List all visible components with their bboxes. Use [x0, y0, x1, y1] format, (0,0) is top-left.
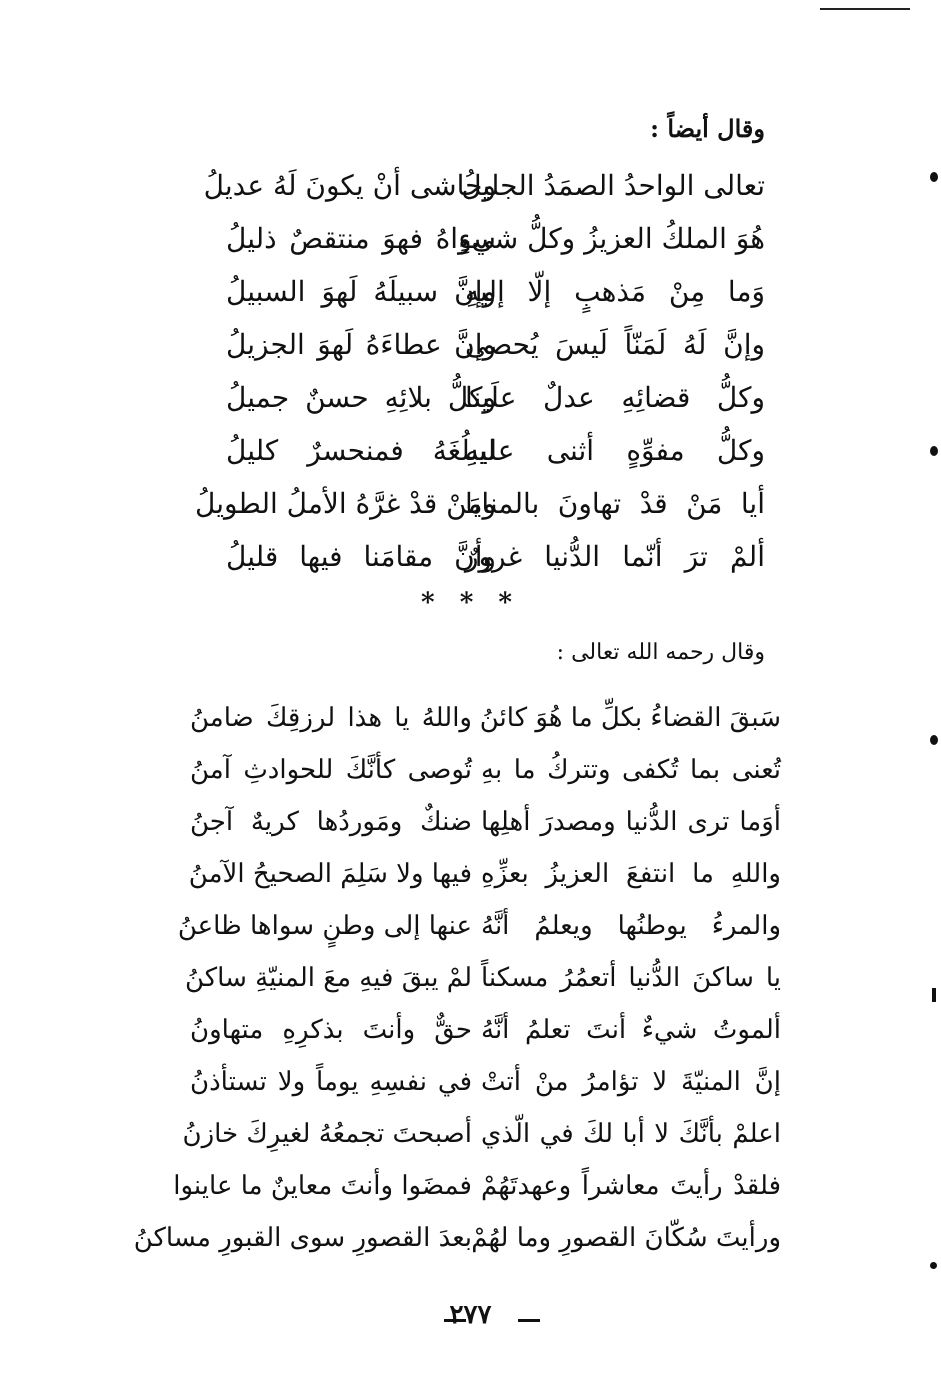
verse	[0, 950, 941, 1006]
verse	[0, 211, 941, 267]
verse	[0, 423, 941, 479]
verse-first-hemistich: ورأيتَ سُكّانَ القصورِ وما لهُمْ	[471, 1223, 781, 1253]
verse-first-hemistich: هُوَ الملكُ العزيزُ وكلُّ شيءٍ	[458, 222, 765, 255]
verse	[0, 529, 941, 585]
verse	[0, 1158, 941, 1214]
verse-first-hemistich: اعلمْ بأنَّكَ لا أبا لكَ في الّذي	[481, 1119, 781, 1149]
verse-second-hemistich: ضنكٌ ومَوردُها كريهٌ آجنُ	[190, 807, 472, 837]
verse	[0, 476, 941, 532]
verse	[0, 742, 941, 798]
page-number-dash	[518, 1319, 540, 1322]
verse-first-hemistich: يا ساكنَ الدُّنيا أتعمُرُ مسكناً	[481, 963, 781, 993]
verse	[0, 317, 941, 373]
verse	[0, 898, 941, 954]
verse-first-hemistich: إنَّ المنيّةَ لا تؤامرُ منْ أتتْ	[481, 1067, 781, 1097]
verse-second-hemistich: أصبحتَ تجمعُهُ لغيرِكَ خازنُ	[182, 1119, 472, 1149]
section-2-intro: وقال رحمه الله تعالى :	[556, 640, 765, 665]
verse-second-hemistich: وإنَّ سبيلَهُ لَهوَ السبيلُ	[226, 275, 496, 308]
verse	[0, 1054, 941, 1110]
verse-first-hemistich: وكلُّ مفوِّهٍ أثنى عليهِ	[465, 434, 765, 467]
verse-second-hemistich: لمْ يبقَ فيهِ معَ المنيّةِ ساكنُ	[185, 963, 472, 993]
verse-second-hemistich: وإنَّ عطاءَهُ لَهوَ الجزيلُ	[226, 328, 496, 361]
verse	[0, 370, 941, 426]
verse-first-hemistich: والمرءُ يوطنُها ويعلمُ أنَّهُ	[481, 911, 781, 941]
verse-second-hemistich: سواهُ فهوَ منتقصٌ ذليلُ	[226, 222, 496, 255]
top-rule	[820, 8, 910, 10]
verse-second-hemistich: حقٌّ وأنتَ بذكرِهِ متهاونُ	[190, 1015, 472, 1045]
verse-first-hemistich: سَبقَ القضاءُ بكلِّ ما هُوَ كائنُ	[479, 703, 781, 733]
verse-first-hemistich: تعالى الواحدُ الصمَدُ الجليلُ	[461, 169, 765, 202]
verse-first-hemistich: ألمْ ترَ أنّما الدُّنيا غرورٌ	[465, 540, 765, 573]
section-1-intro: وقال أيضاً :	[650, 114, 765, 143]
verse-second-hemistich: وحاشى أنْ يكونَ لَهُ عديلُ	[203, 169, 496, 202]
verse	[0, 794, 941, 850]
verse	[0, 1002, 941, 1058]
verse-second-hemistich: ليبلُغَهُ فمنحسرٌ كليلُ	[226, 434, 496, 467]
verse-first-hemistich: وَما مِنْ مَذهبٍ إلّا إليهِ	[465, 275, 765, 308]
verse-first-hemistich: أوَما ترى الدُّنيا ومصدرَ أهلِها	[481, 807, 781, 837]
page-number: ٢٧٧	[449, 1300, 492, 1330]
verse-first-hemistich: تُعنى بما تُكفى وتتركُ ما بهِ	[481, 755, 781, 785]
verse	[0, 690, 941, 746]
verse-second-hemistich: بعدَ القصورِ سوى القبورِ مساكنُ	[133, 1223, 472, 1253]
verse-second-hemistich: في نفسِهِ يوماً ولا تستأذنُ	[190, 1067, 472, 1097]
verse-first-hemistich: فلقدْ رأيتَ معاشراً وعهدتَهُمْ	[481, 1171, 781, 1201]
verse-first-hemistich: أيا مَنْ قدْ تهاونَ بالمنايا	[465, 487, 765, 520]
verse-second-hemistich: واللهُ يا هذا لرزقِكَ ضامنُ	[190, 703, 472, 733]
verse-first-hemistich: ألموتُ شيءٌ أنتَ تعلمُ أنَّهُ	[481, 1015, 781, 1045]
verse-second-hemistich: وكلُّ بلائِهِ حسنٌ جميلُ	[226, 381, 496, 414]
section-separator: * * *	[421, 588, 520, 618]
verse-first-hemistich: وكلُّ قضائِهِ عدلٌ علَينا	[465, 381, 765, 414]
verse-second-hemistich: وأنَّ مقامَنا فيها قليلُ	[226, 540, 496, 573]
verse	[0, 1210, 941, 1266]
verse	[0, 846, 941, 902]
verse-first-hemistich: وإنَّ لَهُ لَمَنّاً لَيسَ يُحصى	[465, 328, 765, 361]
verse-second-hemistich: عنها إلى وطنٍ سواها ظاعنُ	[177, 911, 472, 941]
verse-second-hemistich: فيها ولا سَلِمَ الصحيحُ الآمنُ	[188, 859, 472, 889]
verse	[0, 1106, 941, 1162]
verse	[0, 264, 941, 320]
verse-second-hemistich: تُوصى كأنَّكَ للحوادثِ آمنُ	[190, 755, 472, 785]
verse	[0, 158, 941, 214]
verse-first-hemistich: واللهِ ما انتفعَ العزيزُ بعزِّهِ	[481, 859, 781, 889]
verse-second-hemistich: فمضَوا وأنتَ معاينٌ ما عاينوا	[173, 1171, 472, 1201]
verse-second-hemistich: ومَنْ قدْ غرَّهُ الأملُ الطويلُ	[195, 487, 496, 520]
